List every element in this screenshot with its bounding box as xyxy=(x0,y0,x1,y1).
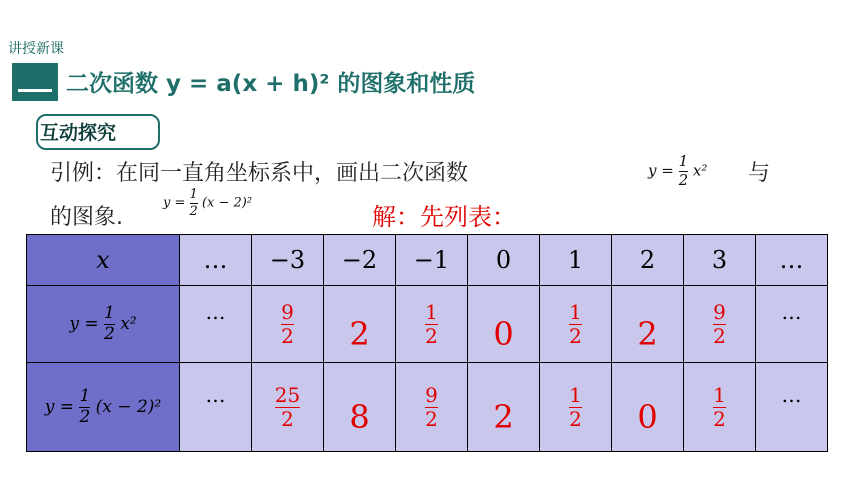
formula-lhs: y = xyxy=(163,195,186,211)
table-cell: 2 xyxy=(612,286,684,363)
table-cell: … xyxy=(180,235,252,286)
intro-text-line2: 的图象. xyxy=(50,205,123,230)
table-cell xyxy=(252,286,324,363)
fraction-value: $\frac{9}{2}$ xyxy=(713,299,726,348)
table-cell: … xyxy=(756,363,828,452)
table-cell xyxy=(684,286,756,363)
row-formula: y = $\frac{1}{2}$ x² xyxy=(69,302,137,344)
formula-half-x-squared xyxy=(648,154,707,189)
table-cell: … xyxy=(756,235,828,286)
table-cell xyxy=(540,286,612,363)
row-label-x: x xyxy=(27,235,180,286)
connector-text: 与 xyxy=(748,161,771,186)
title-bar-icon xyxy=(12,63,58,101)
page-title: 二次函数 y = a(x + h)² 的图象和性质 xyxy=(66,71,476,97)
table-cell xyxy=(396,286,468,363)
row-label-f xyxy=(27,286,180,363)
fraction-value: $\frac{9}{2}$ xyxy=(281,299,294,348)
table-cell: 8 xyxy=(324,363,396,452)
fraction-value: $\frac{1}{2}$ xyxy=(569,382,582,431)
table-row-half-x-minus-2-squared xyxy=(27,363,828,452)
formula-fraction: $\frac{1}{2}$ xyxy=(189,187,198,219)
table-cell: 1 xyxy=(540,235,612,286)
formula-rhs: x² xyxy=(692,161,708,180)
table-row-x xyxy=(27,235,828,286)
table-cell xyxy=(684,363,756,452)
fraction-value: $\frac{1}{2}$ xyxy=(713,382,726,431)
fraction-value: $\frac{25}{2}$ xyxy=(274,382,301,431)
fraction-value: $\frac{1}{2}$ xyxy=(569,299,582,348)
formula-fraction: $\frac{1}{2}$ xyxy=(678,152,689,189)
table-cell: 2 xyxy=(612,235,684,286)
table-cell xyxy=(540,363,612,452)
table-cell: 0 xyxy=(612,363,684,452)
table-cell xyxy=(396,363,468,452)
table-cell: 0 xyxy=(468,286,540,363)
table-cell: 0 xyxy=(468,235,540,286)
value-table xyxy=(26,234,828,452)
table-cell: … xyxy=(756,286,828,363)
solution-label: 解：先列表： xyxy=(372,203,516,231)
table-cell: … xyxy=(180,286,252,363)
row-label-g xyxy=(27,363,180,452)
table-cell: 3 xyxy=(684,235,756,286)
table-cell: 2 xyxy=(324,286,396,363)
formula-half-x-minus-2-squared xyxy=(163,188,252,218)
intro-text: 引例：在同一直角坐标系中，画出二次函数 xyxy=(50,161,469,186)
fraction-value: $\frac{1}{2}$ xyxy=(425,299,438,348)
table-cell: −2 xyxy=(324,235,396,286)
table-cell: 2 xyxy=(468,363,540,452)
badge-label: 互动探究 xyxy=(40,122,117,144)
table-cell: −1 xyxy=(396,235,468,286)
table-cell xyxy=(252,363,324,452)
table-cell: … xyxy=(180,363,252,452)
row-formula: y = $\frac{1}{2}$ (x − 2)² xyxy=(44,385,162,427)
table-row-half-x-squared xyxy=(27,286,828,363)
formula-lhs: y = xyxy=(648,161,674,180)
fraction-value: $\frac{9}{2}$ xyxy=(425,382,438,431)
section-label: 讲授新课 xyxy=(8,41,64,57)
formula-rhs: (x − 2)² xyxy=(201,195,253,211)
table-cell: −3 xyxy=(252,235,324,286)
